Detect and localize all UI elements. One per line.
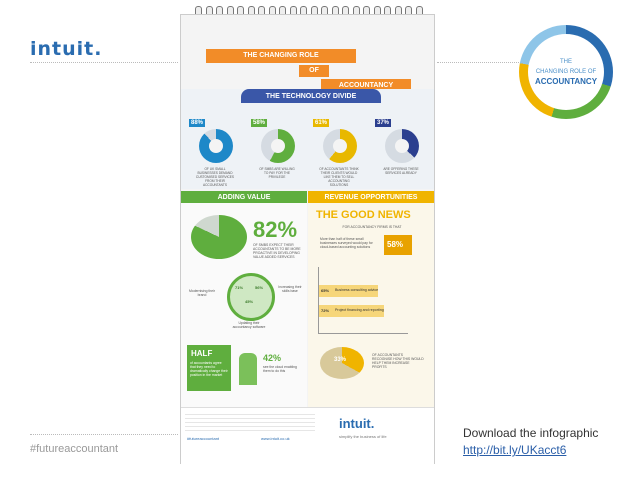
label-modernising: Modernising their brand (188, 289, 215, 297)
title-line-2: OF (309, 67, 319, 74)
title-line-1: THE CHANGING ROLE (243, 52, 319, 59)
tech-stat-donut (323, 129, 357, 163)
footer-fineprint (185, 414, 315, 432)
half-title: HALF (191, 349, 213, 358)
badge-line2: CHANGING ROLE OF (535, 69, 597, 75)
tech-stat-caption: OF UK SMALL BUSINESSES DEMAND CUSTOMISED SERVICES FROM THEIR ACCOUNTANTS (195, 167, 235, 187)
revenue-title: REVENUE OPPORTUNITIES (324, 194, 418, 201)
bars-axis (318, 267, 319, 333)
technology-divide-section (181, 89, 434, 189)
tech-stat-pct: 37% (377, 120, 390, 126)
tech-stat-pct: 88% (191, 120, 204, 126)
donut-hole (271, 139, 285, 153)
header-divider (30, 62, 178, 63)
bars-baseline (318, 333, 408, 334)
revenue-bar-label: Business consulting advice (335, 288, 379, 292)
inner-pct-3: 45% (245, 299, 254, 304)
infographic-footer (181, 407, 434, 464)
footer-brand: intuit. (339, 416, 375, 431)
tech-stat-caption: OF ACCOUNTANTS THINK THEIR CLIENTS WOULD LIKE THEM TO SELL ACCOUNTING SOLUTIONS (319, 167, 359, 187)
intuit-logo: intuit. (30, 38, 103, 60)
cloud-stat-pct: 42% (263, 353, 282, 363)
revenue-section (308, 203, 434, 407)
tech-title: THE TECHNOLOGY DIVIDE (265, 93, 357, 100)
inner-pct-1: 71% (235, 285, 244, 290)
adding-value-title: ADDING VALUE (217, 194, 271, 201)
adding-value-big-caption: OF SMBS EXPECT THEIR ACCOUNTANTS TO BE MORE PROACTIVE IN DEVELOPING VALUE ADDED SERVICES (253, 243, 301, 259)
label-skills: Increasing their skills base (278, 285, 302, 293)
footer-url: www.intuit.co.uk (261, 436, 290, 441)
revenue-bar-pct: 72% (321, 308, 330, 313)
footer-divider (30, 434, 178, 435)
badge-line1: THE (560, 59, 572, 65)
hashtag-text: #futureaccountant (30, 443, 119, 455)
title-line-3: ACCOUNTANCY (338, 82, 394, 89)
revenue-bar-label: Project financing and reporting (335, 308, 384, 312)
good-news-sub: FOR ACCOUNTANCY FIRMS IS THAT (342, 225, 402, 229)
footer-hashtag: #futureaccountant (187, 436, 220, 441)
tech-stat-caption: ARE OFFERING THESE SERVICES ALREADY (383, 167, 419, 175)
footer-tagline: simplify the business of life (339, 434, 387, 439)
pct-box-value: 58% (387, 240, 404, 249)
tech-stat-caption: OF SMBS ARE WILLING TO PAY FOR THE PRIVILEGE (259, 167, 295, 179)
inner-pct-2: 56% (255, 285, 264, 290)
infographic-image[interactable] (180, 14, 435, 464)
value-circle (227, 273, 275, 321)
pct-box-caption: More than half of these small businesses surveyed would pay for cloud-based accounting solutions (320, 237, 373, 249)
cloud-stat-caption: see the cloud enabling them to do this (263, 365, 297, 373)
badge (528, 34, 604, 110)
profit-pie-caption: OF ACCOUNTANTS RECOGNISE HOW THIS WOULD HELP THEM INCREASE PROFITS (372, 353, 424, 369)
donut-hole (209, 139, 223, 153)
profit-pie (320, 347, 364, 379)
donut-hole (333, 139, 347, 153)
revenue-bar-pct: 65% (321, 288, 330, 293)
good-news-title: THE GOOD NEWS (316, 209, 411, 221)
tech-stat-donut (199, 129, 233, 163)
download-link[interactable]: http://bit.ly/UKacct6 (463, 443, 567, 457)
adding-value-section (181, 203, 307, 407)
donut-hole (395, 139, 409, 153)
adding-value-pie (191, 215, 247, 259)
badge-line3: ACCOUNTANCY (534, 77, 598, 86)
label-software: Updating their accountancy software (232, 321, 266, 329)
tech-stat-donut (385, 129, 419, 163)
tech-stat-donut (261, 129, 295, 163)
tech-stat-pct: 58% (253, 120, 266, 126)
adding-value-big-pct: 82% (253, 217, 298, 242)
tech-stat-pct: 61% (315, 120, 328, 126)
person-icon (239, 353, 257, 385)
profit-pie-pct: 33% (334, 357, 347, 363)
half-caption: of accountants agree that they need to dramatically change their position in the market (190, 361, 228, 377)
download-label: Download the infographic (463, 426, 599, 440)
